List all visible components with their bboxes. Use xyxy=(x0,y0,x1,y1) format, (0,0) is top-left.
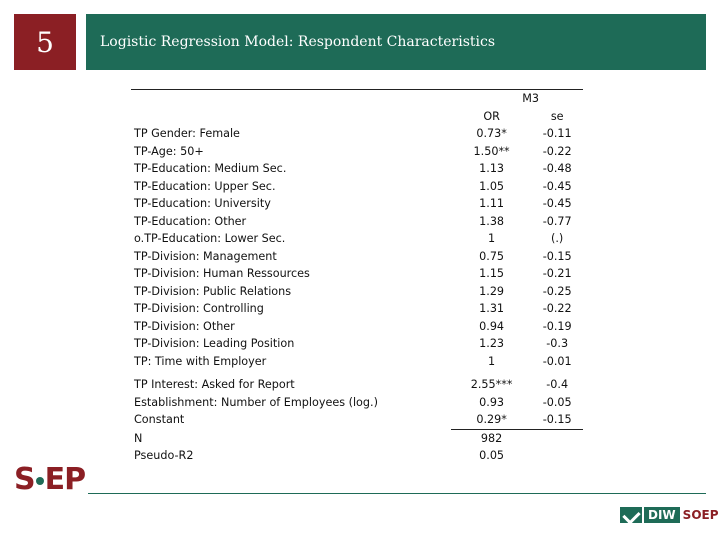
column-header-row xyxy=(131,108,583,126)
soep-logo: S EP xyxy=(14,462,86,497)
row-label: TP-Education: University xyxy=(134,197,271,211)
table-row xyxy=(131,411,583,429)
rows-group-a xyxy=(131,125,583,370)
standard-error: -0.25 xyxy=(542,284,572,298)
table-row xyxy=(131,178,583,196)
odds-ratio: 1 xyxy=(488,354,496,368)
slide-title: Logistic Regression Model: Respondent Characteristics xyxy=(100,34,496,50)
standard-error: -0.21 xyxy=(542,267,572,281)
odds-ratio: 1.29 xyxy=(479,284,505,298)
odds-ratio: 1.15 xyxy=(479,267,505,281)
row-label: TP Interest: Asked for Report xyxy=(134,378,295,392)
row-label: Pseudo-R2 xyxy=(134,449,194,463)
odds-ratio: 1.23 xyxy=(479,337,505,351)
table-row xyxy=(131,353,583,371)
row-label: Constant xyxy=(134,413,185,427)
row-label: TP-Division: Other xyxy=(134,319,235,333)
table-row xyxy=(131,335,583,353)
row-label: TP-Education: Other xyxy=(134,214,247,228)
row-label: TP-Division: Controlling xyxy=(134,302,264,316)
odds-ratio: 1.31 xyxy=(479,302,505,316)
standard-error: -0.11 xyxy=(542,127,572,141)
row-label: TP: Time with Employer xyxy=(134,354,267,368)
table-row xyxy=(131,447,583,465)
row-label: TP-Division: Management xyxy=(134,249,277,263)
odds-ratio: 1.38 xyxy=(479,214,505,228)
footer-divider xyxy=(88,493,706,494)
or-header: OR xyxy=(483,109,500,123)
odds-ratio: 1.05 xyxy=(479,179,505,193)
regression-table xyxy=(131,89,583,465)
row-label: o.TP-Education: Lower Sec. xyxy=(134,232,286,246)
table-row xyxy=(131,318,583,336)
table-row xyxy=(131,248,583,266)
standard-error: -0.3 xyxy=(546,337,569,351)
odds-ratio: 0.05 xyxy=(479,449,505,463)
slide-number: 5 xyxy=(14,14,76,70)
table-row xyxy=(131,195,583,213)
standard-error: -0.48 xyxy=(542,162,572,176)
row-label: TP-Division: Human Ressources xyxy=(134,267,310,281)
odds-ratio: 0.29* xyxy=(476,413,507,427)
standard-error: -0.15 xyxy=(542,249,572,263)
standard-error: -0.45 xyxy=(542,197,572,211)
standard-error: -0.4 xyxy=(546,378,569,392)
row-label: TP-Division: Leading Position xyxy=(134,337,295,351)
standard-error: -0.22 xyxy=(542,144,572,158)
table-row xyxy=(131,430,583,448)
table-row xyxy=(131,230,583,248)
table-row xyxy=(131,283,583,301)
table-row xyxy=(131,394,583,412)
slide-title-bar xyxy=(86,14,706,70)
diw-logo: DIW SOEP xyxy=(620,505,719,525)
standard-error: -0.22 xyxy=(542,302,572,316)
standard-error: -0.45 xyxy=(542,179,572,193)
standard-error: -0.15 xyxy=(542,413,572,427)
row-label: TP-Division: Public Relations xyxy=(134,284,292,298)
odds-ratio: 1.50** xyxy=(473,144,510,158)
table-row xyxy=(131,265,583,283)
standard-error: -0.05 xyxy=(542,395,572,409)
row-label: TP Gender: Female xyxy=(134,127,240,141)
model-header-row xyxy=(131,90,583,108)
odds-ratio: 0.73* xyxy=(476,127,507,141)
table-row xyxy=(131,143,583,161)
odds-ratio: 0.94 xyxy=(479,319,505,333)
table-row xyxy=(131,160,583,178)
rows-group-b xyxy=(131,376,583,465)
odds-ratio: 982 xyxy=(480,431,503,445)
table-row xyxy=(131,300,583,318)
row-label: TP-Education: Upper Sec. xyxy=(134,179,276,193)
standard-error: -0.77 xyxy=(542,214,572,228)
row-label: TP-Age: 50+ xyxy=(134,144,204,158)
diw-check-icon xyxy=(620,507,642,523)
row-label: TP-Education: Medium Sec. xyxy=(134,162,287,176)
table-row xyxy=(131,376,583,394)
soep-dot-icon xyxy=(36,477,44,485)
model-label: M3 xyxy=(522,92,539,106)
se-header: se xyxy=(550,109,564,123)
odds-ratio: 1.13 xyxy=(479,162,505,176)
standard-error: -0.01 xyxy=(542,354,572,368)
row-label: Establishment: Number of Employees (log.) xyxy=(134,395,378,409)
odds-ratio: 2.55*** xyxy=(470,378,513,392)
odds-ratio: 0.93 xyxy=(479,395,505,409)
odds-ratio: 0.75 xyxy=(479,249,505,263)
odds-ratio: 1.11 xyxy=(479,197,505,211)
odds-ratio: 1 xyxy=(488,232,496,246)
standard-error: -0.19 xyxy=(542,319,572,333)
table-row xyxy=(131,213,583,231)
table-row xyxy=(131,125,583,143)
standard-error: (.) xyxy=(551,232,564,246)
row-label: N xyxy=(134,431,143,445)
